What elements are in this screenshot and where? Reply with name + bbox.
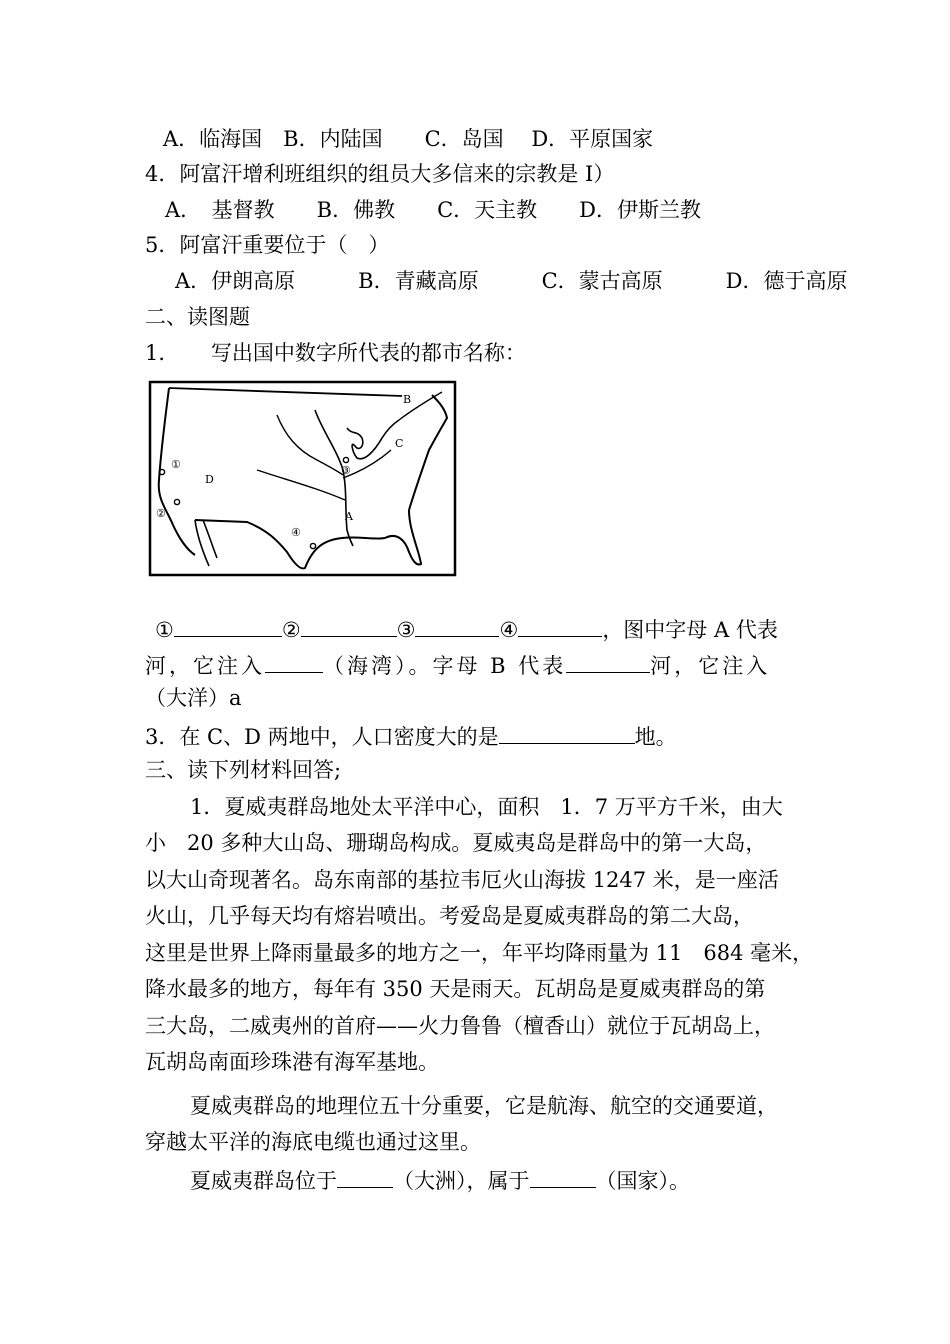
passage-line: 火山，几乎每天均有熔岩喷出。考爱岛是夏威夷群岛的第二大岛， <box>145 904 754 928</box>
section3-title: 三、读下列材料回答; <box>145 758 342 782</box>
fill-line-1 <box>155 612 778 645</box>
q3-cd <box>145 719 677 752</box>
final-q-c: （国家）。 <box>595 1169 690 1193</box>
label-C: C <box>395 437 404 450</box>
label-B: B <box>403 393 412 406</box>
q4-stem: 4．阿富汗增利班组织的组员大多信来的宗教是 I） <box>145 162 615 186</box>
label-n2: ② <box>156 507 166 520</box>
passage2-line: 穿越太平洋的海底电缆也通过这里。 <box>145 1130 481 1154</box>
passage-line: 瓦胡岛南面珍珠港有海军基地。 <box>145 1050 439 1074</box>
arkansas-river <box>257 470 345 500</box>
usa-map <box>147 380 457 578</box>
label-n3: ③ <box>341 464 351 477</box>
fill-line-1-tail: ，图中字母 A 代表 <box>602 618 778 642</box>
blank-city-4[interactable] <box>518 612 602 637</box>
blank-country[interactable] <box>530 1163 596 1188</box>
mark-3: ③ <box>396 618 416 642</box>
mark-1: ① <box>155 618 174 642</box>
city-3-dot <box>343 457 348 462</box>
city-4-dot <box>310 543 315 548</box>
fill-line-3: （大洋）a <box>145 686 242 710</box>
passage-line: 小 20 多种大山岛、珊瑚岛构成。夏威夷岛是群岛中的第一大岛， <box>145 831 767 855</box>
fill-line-2-c: 河，它注入 <box>650 654 771 678</box>
passage-line: 1．夏威夷群岛地处太平洋中心，面积 1．7 万平方千米，由大 <box>190 795 783 819</box>
blank-city-1[interactable] <box>174 612 282 637</box>
blank-cd[interactable] <box>499 719 635 744</box>
section2-q1: 1． 写出国中数字所代表的都市名称： <box>145 341 526 365</box>
q3-cd-end: 地。 <box>634 725 677 749</box>
blank-city-3[interactable] <box>415 612 499 637</box>
label-D: D <box>205 473 214 486</box>
east-coast <box>409 395 447 510</box>
mississippi-river <box>315 410 353 546</box>
great-lakes <box>347 420 399 459</box>
blank-river-b[interactable] <box>566 648 650 673</box>
label-n4: ④ <box>291 526 301 539</box>
fill-line-2 <box>145 648 770 681</box>
q5-options: A．伊朗高原 B．青藏高原 C．蒙古高原 D．德于高原 <box>175 269 848 293</box>
city-2-dot <box>174 499 179 504</box>
missouri-river <box>277 415 343 475</box>
mark-2: ② <box>281 618 301 642</box>
passage-line: 降水最多的地方，每年有 350 天是雨天。瓦胡岛是夏威夷群岛的第 <box>145 977 766 1001</box>
blank-continent[interactable] <box>337 1163 393 1188</box>
blank-gulf[interactable] <box>265 648 323 673</box>
north-border <box>169 388 402 396</box>
passage-line: 三大岛，二威夷州的首府——火力鲁鲁（檀香山）就位于瓦胡岛上， <box>145 1014 775 1038</box>
mark-4: ④ <box>499 618 519 642</box>
baja <box>195 520 217 566</box>
blank-city-2[interactable] <box>301 612 397 637</box>
passage-line: 以大山奇现著名。岛东南部的基拉韦厄火山海拔 1247 米，是一座活 <box>145 868 779 892</box>
south-border <box>195 520 385 568</box>
q4-options: A． 基督教 B．佛教 C．天主教 D．伊斯兰教 <box>165 198 702 222</box>
q3-options: A．临海国 B．内陆国 C．岛国 D．平原国家 <box>163 127 654 151</box>
fill-line-2-b: （海湾）。字母 B 代表 <box>323 654 567 678</box>
map-frame <box>150 382 455 575</box>
final-q-a: 夏威夷群岛位于 <box>190 1169 337 1193</box>
q5-stem: 5．阿富汗重要位于（ ） <box>145 233 390 257</box>
section2-title: 二、读图题 <box>145 305 250 329</box>
passage2-line: 夏威夷群岛的地理位五十分重要，它是航海、航空的交通要道， <box>190 1094 778 1118</box>
q3-cd-stem: 3．在 C、D 两地中，人口密度大的是 <box>145 725 499 749</box>
label-A: A <box>345 510 353 523</box>
final-q-b: （大洲），属于 <box>393 1169 530 1193</box>
florida <box>385 510 421 565</box>
label-n1: ① <box>171 458 181 471</box>
passage-line: 这里是世界上降雨量最多的地方之一，年平均降雨量为 11 684 毫米， <box>145 941 814 965</box>
final-question <box>190 1163 690 1196</box>
fill-line-2-a: 河，它注入 <box>145 654 265 678</box>
